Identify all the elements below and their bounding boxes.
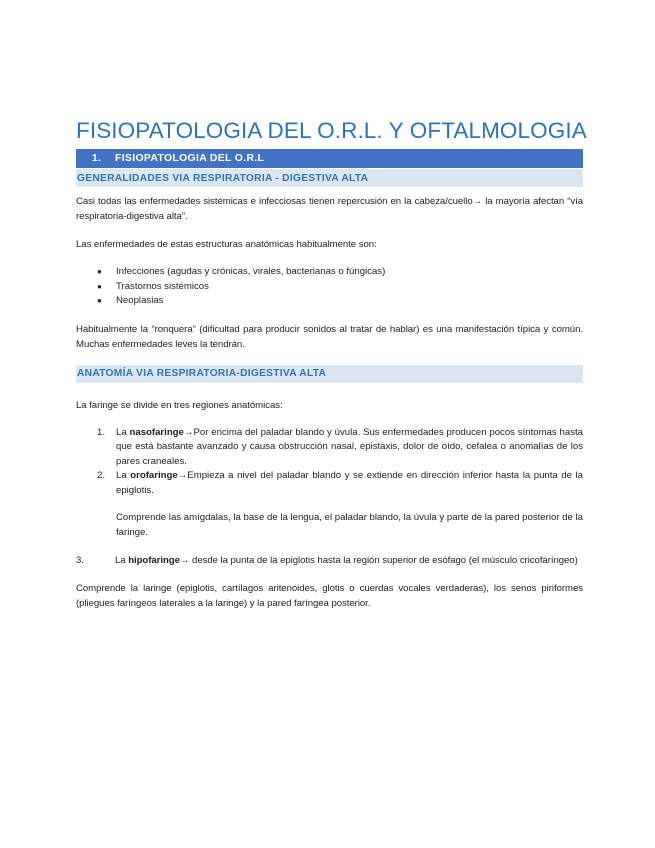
list-item: 1. La nasofaringe→Por encima del paladar blando y úvula. Sus enfermedades producen pocos síntomas hasta que está bastante avanzado y causa obstrucción nasal, epistaxis, dolor de oído, cefalea o anomalías de los pares craneales. (97, 426, 584, 467)
bullet-icon: ● (97, 281, 102, 291)
sub-paragraph: Comprende las amígdalas, la base de la lengua, el paladar blando, la úvula y parte de la pared posterior de la faringe. (116, 512, 583, 538)
bullet-list (76, 265, 583, 309)
list-item: ● Infecciones (agudas y crónicas, virales, bacterianas o fúngicas) (76, 265, 583, 280)
list-item: ● Trastornos sistémicos (76, 280, 583, 295)
list-item: 3. La hipofaringe→ desde la punta de la epiglotis hasta la región superior de esófago (el músculo cricofaríngeo) (76, 555, 578, 566)
paragraph: Las enfermedades de estas estructuras anatómicas habitualmente son: (76, 239, 377, 250)
paragraph: Comprende la laringe (epiglotis, cartílagos aritenoides, glotis o cuerdas vocales verdaderas), los senos piriformes (pliegues faríngeos laterales a la laringe) y la pared faríngea posterior. (76, 583, 583, 609)
document-title: FISIOPATOLOGIA DEL O.R.L. Y OFTALMOLOGIA (76, 118, 587, 143)
term: orofaringe (130, 470, 178, 481)
section-title: FISIOPATOLOGIA DEL O.R.L (115, 153, 265, 164)
bullet-icon: ● (97, 267, 102, 276)
list-item: 2. La orofaringe→Empieza a nivel del paladar blando y se extiende en dirección inferior hasta la punta de la epiglotis. (97, 470, 584, 496)
term: nasofaringe (129, 426, 184, 438)
subsection-heading-generalidades (76, 169, 583, 187)
subsection-title: ANATOMÍA VIA RESPIRATORIA-DIGESTIVA ALTA (77, 368, 327, 379)
section-heading-1 (76, 149, 583, 168)
document-body (76, 114, 587, 611)
section-number: 1. (92, 153, 102, 164)
paragraph: La faringe se divide en tres regiones anatómicas: (76, 399, 283, 411)
numbered-list (76, 426, 583, 499)
bullet-icon: ● (97, 296, 102, 305)
paragraph: Casi todas las enfermedades sistémicas e infecciosas tienen repercusión en la cabeza/cuello→ la mayoría afectan “vía respiratoria-digestiva alta”. (76, 196, 583, 222)
subsection-heading-anatomia (76, 365, 583, 383)
subsection-title: GENERALIDADES VIA RESPIRATORIA - DIGESTIVA ALTA (77, 172, 369, 184)
paragraph: Habitualmente la “ronquera” (dificultad para producir sonidos al tratar de hablar) es una manifestación típica y común. Muchas enfermedades leves la tendrán. (76, 323, 583, 350)
list-item: ● Neoplasias (76, 294, 583, 309)
term: hipofaringe (128, 555, 180, 566)
